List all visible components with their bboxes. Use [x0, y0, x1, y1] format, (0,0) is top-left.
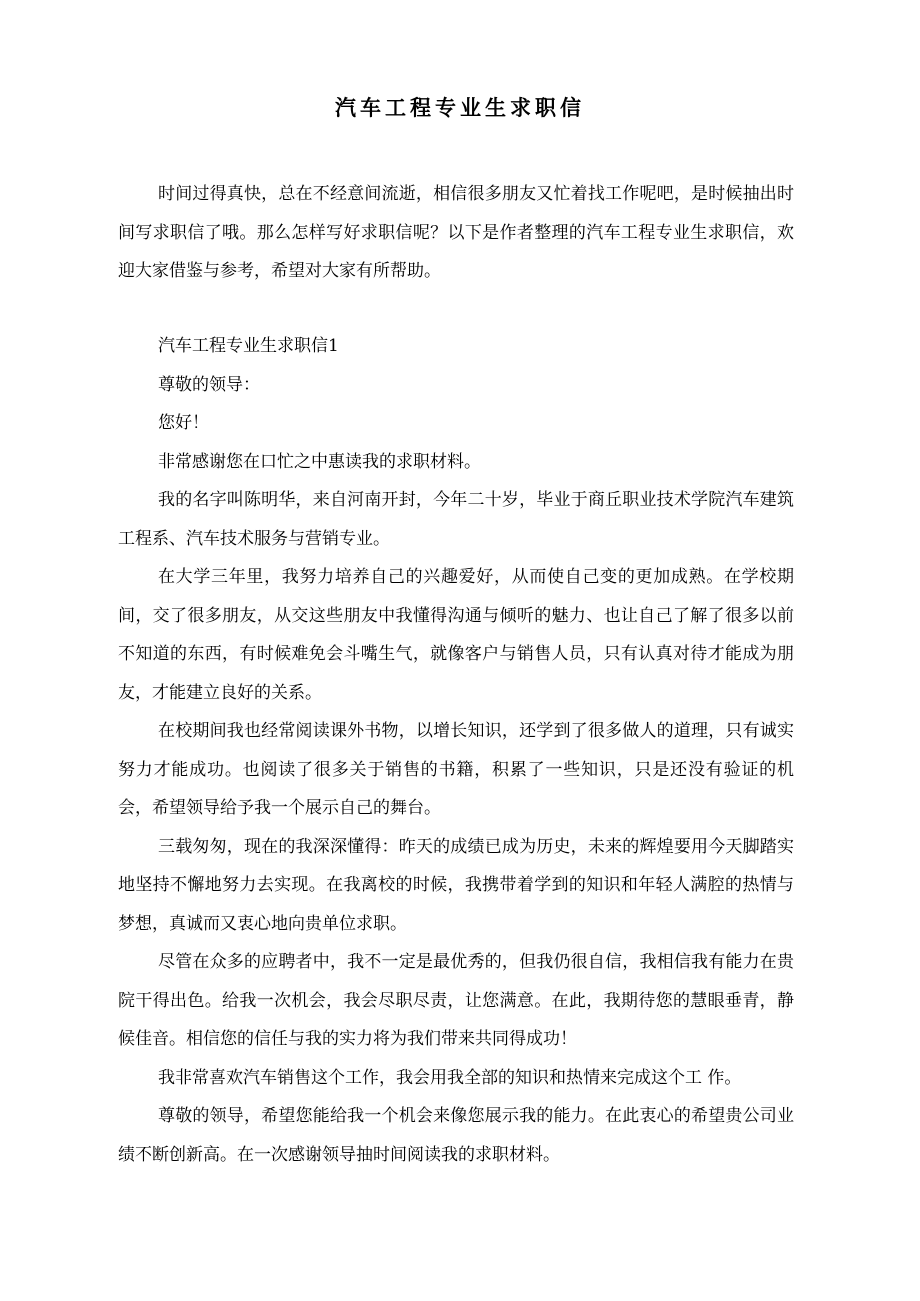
- letter-paragraph: 我的名字叫陈明华，来自河南开封，今年二十岁，毕业于商丘职业技术学院汽车建筑工程系、汽车技术服务与营销专业。: [118, 490, 794, 549]
- intro-section: [118, 175, 794, 291]
- letter-paragraph: 在大学三年里，我努力培养自己的兴趣爱好，从而使自己变的更加成熟。在学校期间，交了很多朋友，从交这些朋友中我懂得沟通与倾听的魅力、也让自己了解了很多以前不知道的东西，有时候难免会斗嘴生气，就像客户与销售人员，只有认真对待才能成为朋友，才能建立良好的关系。: [118, 567, 794, 703]
- intro-paragraph: 时间过得真快，总在不经意间流逝，相信很多朋友又忙着找工作呢吧，是时候抽出时间写求职信了哦。那么怎样写好求职信呢？以下是作者整理的汽车工程专业生求职信，欢迎大家借鉴与参考，希望对大家有所帮助。: [118, 184, 794, 281]
- page-title: 汽车工程专业生求职信: [335, 95, 585, 120]
- letter-salutation: 尊敬的领导：: [158, 374, 260, 395]
- letter-section: [118, 327, 794, 1174]
- letter-greeting: 您好！: [158, 413, 209, 433]
- letter-paragraph: 三载匆匆，现在的我深深懂得：昨天的成绩已成为历史，未来的辉煌要用今天脚踏实地坚持不懈地努力去实现。在我离校的时候，我携带着学到的知识和年轻人满腔的热情与梦想，真诚而又衷心地向贵单位求职。: [118, 836, 794, 934]
- letter-paragraph: 非常感谢您在口忙之中惠读我的求职材料。: [158, 451, 481, 472]
- letter-paragraph: 我非常喜欢汽车销售这个工作，我会用我全部的知识和热情来完成这个工 作。: [158, 1067, 742, 1088]
- letter-paragraph: 尊敬的领导，希望您能给我一个机会来像您展示我的能力。在此衷心的希望贵公司业绩不断创新高。在一次感谢领导抽时间阅读我的求职材料。: [118, 1106, 794, 1165]
- letter-paragraph: 在校期间我也经常阅读课外书物，以增长知识，还学到了很多做人的道理，只有诚实努力才能成功。也阅读了很多关于销售的书籍，积累了一些知识，只是还没有验证的机会，希望领导给予我一个展示自己的舞台。: [118, 721, 794, 818]
- letter-paragraph: 尽管在众多的应聘者中，我不一定是最优秀的，但我仍很自信，我相信我有能力在贵院干得出色。给我一次机会，我会尽职尽责，让您满意。在此，我期待您的慧眼垂青，静候佳音。相信您的信任与我的实力将为我们带来共同得成功！: [118, 952, 794, 1049]
- letter-heading: 汽车工程专业生求职信1: [158, 336, 339, 356]
